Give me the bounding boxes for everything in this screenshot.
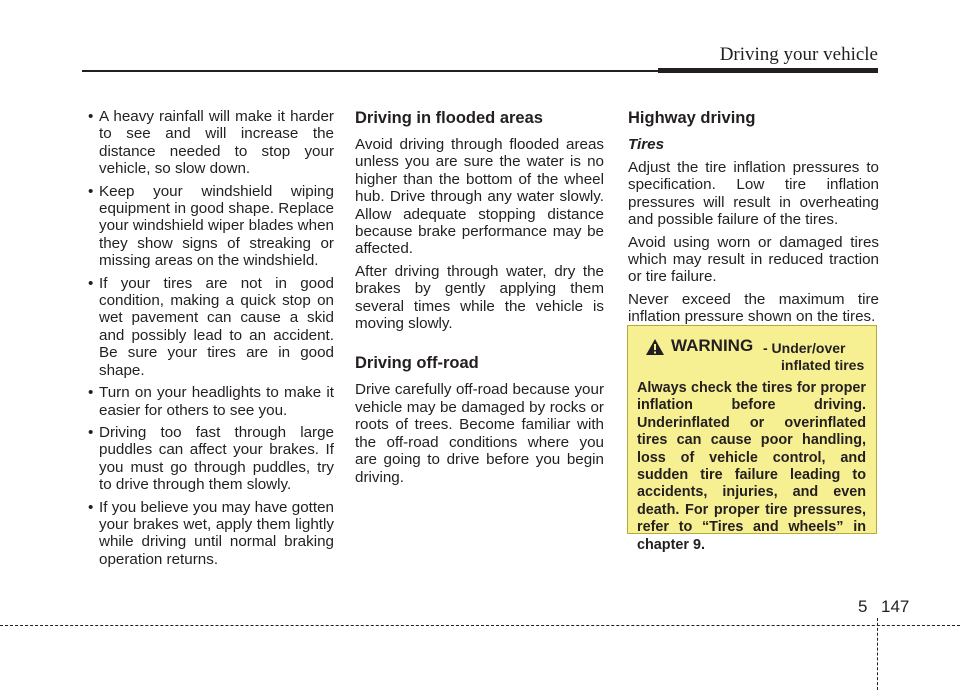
warning-text: Always check the tires for proper inflation before driving. Underinflated or overinflated tires can cause poor handling, loss of vehicle control, and sudden tire failure leading to accidents, injuries, and even death. For proper tire pressures, refer to “Tires and wheels” in chapter 9. [637,380,866,553]
list-item-text: Turn on your headlights to make it easier for others to see you. [99,384,334,419]
warning-subtitle-line2: inflated tires [781,357,865,373]
list-item-text: If your tires are not in good condition, making a quick stop on wet pavement can cause a skid and possibly lead to an accident. Be sure your tires are in good shape. [99,274,334,379]
warning-label: WARNING [671,336,754,355]
paragraph: Adjust the tire inflation pressures to specification. Low tire inflation pressures will result in overheating and possible failure of the tires. [628,159,879,229]
warning-box [627,325,877,553]
list-item [88,108,334,178]
warning-subtitle [763,340,873,374]
column-highway [628,108,879,331]
list-item [88,499,334,569]
column-flooded-offroad [355,108,604,491]
list-item [88,424,334,494]
header-rule-accent [658,68,878,73]
list-item-text: Keep your windshield wiping equipment in good shape. Replace your windshield wiper blades when they show signs of streaking or missing areas on the windshield. [99,182,334,270]
list-item-text: A heavy rainfall will make it harder to see and will increase the distance needed to stop your vehicle, so slow down. [99,108,334,178]
bullet-marker: • [88,108,94,125]
header-rule [82,70,680,72]
heading-off-road: Driving off-road [355,354,479,373]
bullet-marker: • [88,384,94,402]
paragraph: Avoid driving through flooded areas unless you are sure the water is no higher than the bottom of the wheel hub. Drive through any water slowly. Allow adequate stopping distance because brake performance may be affected. [355,136,604,258]
paragraph: Avoid using worn or damaged tires which may result in reduced traction or tire failure. [628,233,879,286]
list-item [88,384,334,419]
list-item-text: If you believe you may have gotten your brakes wet, apply them lightly while driving until normal braking operation returns. [99,498,334,568]
subheading-tires: Tires [628,136,665,153]
footer-rule [0,625,960,626]
bullet-marker: • [88,423,94,441]
paragraph: Drive carefully off-road because your vehicle may be damaged by rocks or roots of trees. Become familiar with the off-road conditions where you are going to drive before you begin driving. [355,381,604,486]
column-wet-weather [88,108,334,573]
paragraph: After driving through water, dry the brakes by gently applying them several times while the vehicle is moving slowly. [355,262,604,333]
bullet-marker: • [88,498,94,516]
section-title: Driving your vehicle [719,44,878,65]
bullet-list [88,108,334,568]
footer-divider [877,618,878,690]
warning-subtitle-line1: - Under/over [763,340,846,356]
list-item [88,275,334,379]
warning-triangle-icon [645,338,665,356]
heading-flooded-areas: Driving in flooded areas [355,109,543,127]
list-item-text: Driving too fast through large puddles can affect your brakes. If you must go through puddles, try to drive through them slowly. [99,423,334,494]
chapter-number: 5 [858,597,868,616]
warning-header [637,336,866,380]
bullet-marker: • [88,274,94,292]
heading-highway-driving: Highway driving [628,109,756,127]
page-number: 147 [881,597,910,616]
list-item [88,183,334,270]
bullet-marker: • [88,182,94,200]
paragraph: Never exceed the maximum tire inflation pressure shown on the tires. [628,290,879,326]
